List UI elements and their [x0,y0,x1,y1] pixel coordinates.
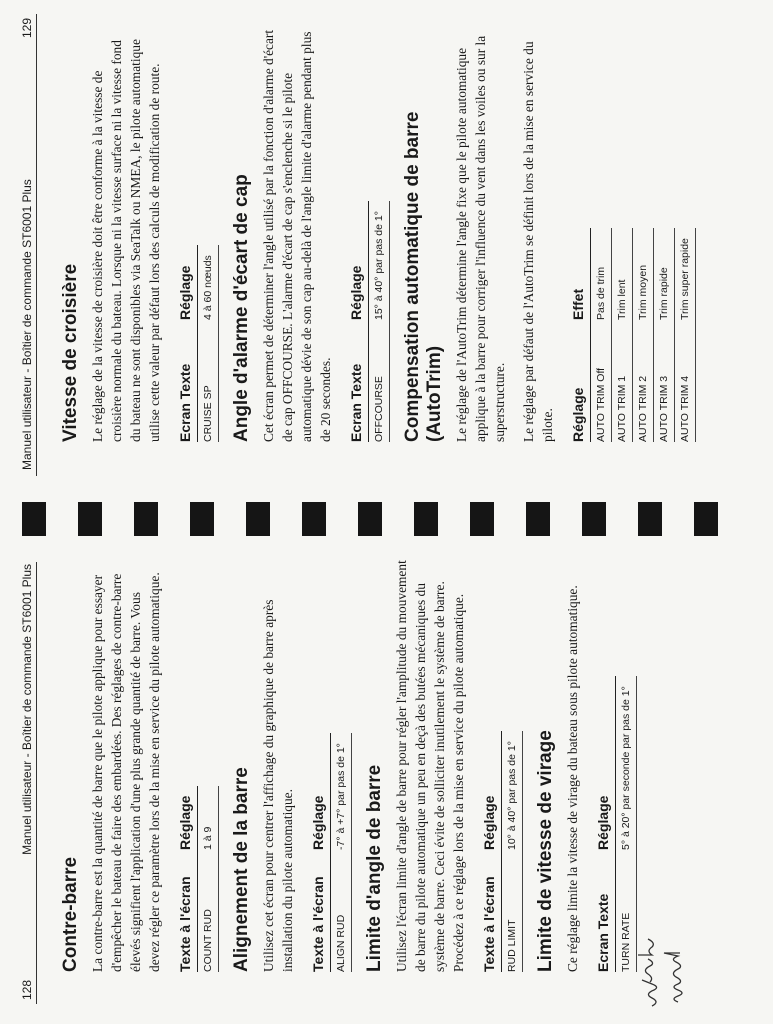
binding-hole [414,502,438,536]
binding-hole [190,502,214,536]
settings-table [478,731,523,972]
section-alarme-ecart-cap [231,24,390,442]
table-cell: 5° à 20° par seconde par pas de 1° [616,676,637,850]
running-header: Manuel utilisateur - Boîtier de commande ST6001 Plus [20,564,34,855]
settings-table [307,733,352,972]
table-cell: 4 à 60 nœuds [198,245,219,320]
section-autotrim [402,24,696,442]
table-cell: 1 à 9 [198,786,219,850]
table-cell: Trim rapide [654,228,675,320]
binding-hole [302,502,326,536]
column-header: Réglage [592,676,616,850]
table-header-row [307,733,331,972]
table-row [675,228,696,442]
binding-hole [638,502,662,536]
column-header: Texte à l'écran [478,850,502,972]
running-header: Manuel utilisateur - Boîtier de commande ST6001 Plus [20,179,34,470]
table-header-row [345,201,369,442]
column-header: Réglage [478,731,502,850]
section-paragraph: Le réglage par défaut de l'AutoTrim se définit lors de la mise en service du pilote. [521,41,556,442]
section-title: Compensation automatique de barre (AutoTrim) [402,111,446,442]
table-cell: AUTO TRIM Off [591,320,612,442]
section-paragraph: Le réglage de l'AutoTrim détermine l'angle fixe que le pilote automatique applique à la barre pour corriger l'influence du vent dans les voiles ou sur la superstructure. [454,35,508,442]
handwritten-note [632,912,692,1012]
column-header: Réglage [174,245,198,320]
table-cell: ALIGN RUD [331,850,352,972]
column-header: Réglage [345,201,369,320]
table-row [502,731,523,972]
binding-hole [358,502,382,536]
binding-hole [470,502,494,536]
table-header-row [174,786,198,972]
column-header: Réglage [567,320,591,442]
binding-hole [582,502,606,536]
table-cell: Trim lent [612,228,633,320]
table-row [654,228,675,442]
section-title: Vitesse de croisière [60,263,81,442]
section-title: Angle d'alarme d'écart de cap [231,174,253,442]
column-header: Ecran Texte [174,320,198,442]
page-number: 128 [20,979,34,1000]
section-paragraph: Utilisez l'écran limite d'angle de barre pour régler l'amplitude du mouvement de barre du pilote automatique un peu en deçà des butées mécaniques du système de barre. Ceci évite de solliciter inutilement le système de barre. Procédez à ce réglage lors de la mise en service du pilote automatique. [394,560,467,972]
table-cell: AUTO TRIM 4 [675,320,696,442]
binding-hole [526,502,550,536]
column-header: Réglage [174,786,198,850]
table-cell: Pas de trim [591,228,612,320]
table-cell: CRUISE SP [198,320,219,442]
section-limite-angle-barre [364,560,523,972]
header-rule [36,562,37,1004]
section-paragraph: Ce réglage limite la vitesse de virage du bateau sous pilote automatique. [565,585,581,972]
settings-table [174,786,219,972]
table-row [612,228,633,442]
section-alignement-barre [231,560,352,972]
section-contre-barre [60,560,219,972]
binding-hole [78,502,102,536]
section-title: Contre-barre [60,856,81,972]
section-title: Limite d'angle de barre [364,764,386,972]
table-cell: TURN RATE [616,850,637,972]
settings-table [592,676,637,972]
column-header: Texte à l'écran [307,850,331,972]
page-number: 129 [20,18,34,39]
section-paragraph: Le réglage de la vitesse de croisière doit être conforme à la vitesse de croisière normale du bateau. Lorsque ni la vitesse surface ni la vitesse fond du bateau ne sont disponibles via SeaTalk ou NMEA, le pilote automatique utilise cette valeur par défaut lors des calculs de modification de route. [90,39,163,442]
binding-hole [246,502,270,536]
page-content [50,24,708,442]
table-cell: 15° à 40° par pas de 1° [369,201,390,320]
header-rule [36,14,37,476]
page-129 [0,0,773,484]
table-row [633,228,654,442]
section-paragraph: Utilisez cet écran pour centrer l'affichage du graphique de barre après installation du pilote automatique. [261,599,296,972]
page-128 [0,554,773,1024]
settings-table [345,201,390,442]
table-row [331,733,352,972]
table-cell: COUNT RUD [198,850,219,972]
column-header: Texte à l'écran [174,850,198,972]
table-row [369,201,390,442]
column-header: Ecran Texte [592,850,616,972]
table-cell: Trim super rapide [675,228,696,320]
column-header: Réglage [307,733,331,850]
table-row [591,228,612,442]
table-row [198,245,219,442]
table-header-row [567,228,591,442]
page-content [50,560,649,972]
table-row [198,786,219,972]
binding-hole [694,502,718,536]
table-cell: AUTO TRIM 2 [633,320,654,442]
settings-table [174,245,219,442]
binding-hole [134,502,158,536]
table-cell: Trim moyen [633,228,654,320]
table-cell: -7° à +7° par pas de 1° [331,733,352,850]
autotrim-table [567,228,696,442]
section-limite-vitesse-virage [535,560,637,972]
table-cell: AUTO TRIM 1 [612,320,633,442]
table-cell: AUTO TRIM 3 [654,320,675,442]
table-header-row [478,731,502,972]
table-cell: RUD LIMIT [502,850,523,972]
column-header: Ecran Texte [345,320,369,442]
section-vitesse-croisiere [60,24,219,442]
column-header: Effet [567,228,591,320]
table-header-row [174,245,198,442]
section-paragraph: La contre-barre est la quantité de barre que le pilote applique pour essayer d'empêcher le bateau de faire des embardées. Des réglages de contre-barre élevés signifient l'application d'une plus grande quantité de barre. Vous devez régler ce paramètre lors de la mise en service du pilote automatique. [90,572,163,972]
table-header-row [592,676,616,972]
binding-hole [22,502,46,536]
section-paragraph: Cet écran permet de déterminer l'angle utilisé par la fonction d'alarme d'écart de cap OFFCOURSE. L'alarme d'écart de cap s'enclenche si le pilote automatique dévie de son cap au-delà de l'angle limite d'alarme pendant plus de 20 secondes. [261,29,334,442]
table-cell: OFFCOURSE [369,320,390,442]
section-title: Alignement de la barre [231,767,253,972]
table-cell: 10° à 40° par pas de 1° [502,731,523,850]
section-title: Limite de vitesse de virage [535,730,557,972]
comb-binding [0,490,773,546]
